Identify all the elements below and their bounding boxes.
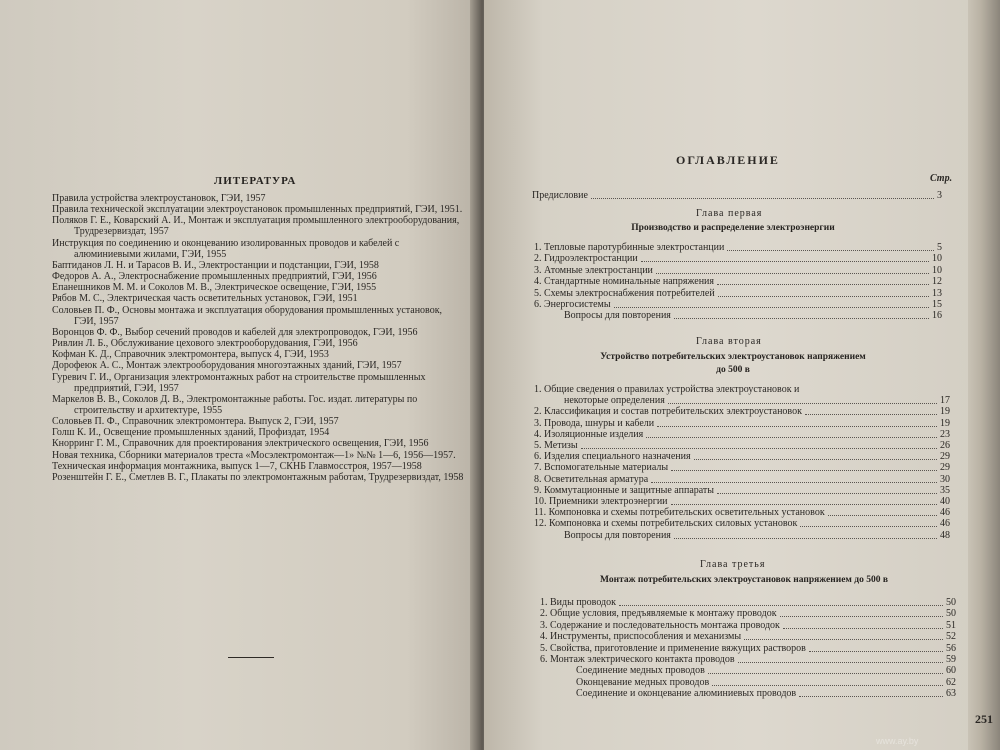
toc-row bbox=[534, 276, 942, 288]
toc-page-number: 10 bbox=[932, 264, 942, 276]
bibliography-title: ЛИТЕРАТУРА bbox=[214, 175, 297, 187]
toc-row bbox=[534, 485, 950, 497]
bibliography-entry: Дорофеюк А. С., Монтаж электрооборудования многоэтажных зданий, ГЭИ, 1957 bbox=[52, 360, 402, 372]
toc-page-number: 35 bbox=[940, 484, 950, 496]
dot-leader bbox=[674, 318, 929, 319]
toc-page-number: 12 bbox=[932, 276, 942, 288]
toc-entry-text: 6. Монтаж электрического контакта проводов bbox=[540, 654, 735, 665]
chapter-heading: Глава вторая bbox=[696, 336, 762, 347]
chapter-title: Устройство потребительских электроустановок напряжением bbox=[600, 352, 866, 362]
toc-page-number: 60 bbox=[946, 665, 956, 677]
toc-row bbox=[564, 530, 950, 542]
toc-entry-text: Предисловие bbox=[532, 190, 588, 201]
toc-row bbox=[534, 507, 950, 519]
bibliography-entry: Воронцов Ф. Ф., Выбор сечений проводов и кабелей для электропроводок, ГЭИ, 1956 bbox=[52, 326, 418, 338]
toc-row bbox=[540, 597, 956, 609]
dot-leader bbox=[614, 307, 929, 308]
toc-row bbox=[534, 496, 950, 508]
page-column-label: Стр. bbox=[930, 173, 953, 184]
bibliography-entry: Кнорринг Г. М., Справочник для проектирования электрического освещения, ГЭИ, 1956 bbox=[52, 438, 429, 450]
toc-row bbox=[540, 654, 956, 666]
toc-entry-text: 3. Провода, шнуры и кабели bbox=[534, 417, 655, 429]
chapter-title: Монтаж потребительских электроустановок напряжением до 500 в bbox=[600, 575, 888, 585]
toc-page-number: 3 bbox=[937, 190, 942, 201]
toc-row bbox=[534, 429, 950, 441]
bibliography-entry: Инструкция по соединению и оконцеванию изолированных проводов и кабелей с алюминиевыми жилами, ГЭИ, 1955 bbox=[52, 237, 400, 260]
toc-page-number: 63 bbox=[946, 688, 956, 700]
chapter-heading: Глава первая bbox=[696, 208, 763, 219]
toc-row bbox=[534, 451, 950, 463]
dot-leader bbox=[656, 273, 929, 274]
dot-leader bbox=[641, 261, 929, 262]
toc-page-number: 59 bbox=[946, 654, 956, 665]
toc-entry-text: 1. Виды проводок bbox=[540, 597, 616, 608]
toc-page-number: 51 bbox=[946, 619, 956, 631]
bibliography-entry: Соловьев П. Ф., Основы монтажа и эксплуатация оборудования промышленных установок, ГЭИ, 1957 bbox=[52, 304, 443, 327]
toc-entry-text: некоторые определения bbox=[564, 395, 665, 407]
toc-entry-text: Оконцевание медных проводов bbox=[576, 676, 710, 688]
bibliography-entry: Федоров А. А., Электроснабжение промышленных предприятий, ГЭИ, 1956 bbox=[52, 271, 377, 283]
toc-row bbox=[534, 242, 942, 254]
toc-row bbox=[534, 440, 950, 452]
bibliography-list bbox=[52, 193, 464, 483]
dot-leader bbox=[799, 696, 943, 697]
dot-leader bbox=[718, 296, 929, 297]
toc-page-number: 48 bbox=[940, 529, 950, 541]
toc-row bbox=[576, 677, 956, 689]
toc-page-number: 50 bbox=[946, 608, 956, 620]
toc-row bbox=[534, 474, 950, 486]
dot-leader bbox=[657, 426, 937, 427]
toc-row bbox=[540, 631, 956, 643]
toc-entry-text: 5. Свойства, приготовление и применение вяжущих растворов bbox=[540, 642, 806, 654]
toc-page-number: 29 bbox=[940, 451, 950, 463]
toc-entry-text: 3. Содержание и последовательность монтажа проводок bbox=[540, 619, 780, 631]
toc-page-number: 29 bbox=[940, 462, 950, 474]
dot-leader bbox=[744, 639, 943, 640]
toc-row bbox=[534, 253, 942, 265]
dot-leader bbox=[738, 662, 943, 663]
toc-entry-text: 3. Атомные электростанции bbox=[534, 264, 653, 276]
toc-entry-text: 1. Общие сведения о правилах устройства электроустановок и bbox=[534, 384, 800, 395]
toc-row bbox=[564, 310, 942, 322]
bibliography-entry: Розенштейн Г. Е., Сметлев В. Г., Плакаты по электромонтажным работам, Трудрезервиздат, 1958 bbox=[52, 471, 464, 483]
toc-page-number: 26 bbox=[940, 440, 950, 451]
bibliography-entry: Гуревич Г. И., Организация электромонтажных работ на строительстве промышленных предприятий, ГЭИ, 1957 bbox=[52, 371, 426, 394]
bibliography-entry: Техническая информация монтажника, выпуск 1—7, СКНБ Главмосстроя, 1957—1958 bbox=[52, 460, 422, 472]
toc-row bbox=[540, 620, 956, 632]
toc-row bbox=[534, 299, 942, 311]
dot-leader bbox=[727, 250, 934, 251]
toc-page-number: 46 bbox=[940, 507, 950, 519]
toc-entry-text: Вопросы для повторения bbox=[564, 529, 671, 541]
toc-row bbox=[534, 288, 942, 300]
toc-row bbox=[576, 665, 956, 677]
dot-leader bbox=[694, 459, 937, 460]
dot-leader bbox=[712, 685, 943, 686]
chapter-title: Производство и распределение электроэнергии bbox=[631, 223, 835, 233]
dot-leader bbox=[674, 538, 937, 539]
toc-row bbox=[534, 406, 950, 418]
toc-entry-text: 11. Компоновка и схемы потребительских осветительных установок bbox=[534, 507, 825, 519]
end-rule bbox=[228, 657, 274, 658]
toc-page-number: 10 bbox=[932, 253, 942, 265]
bibliography-entry: Новая техника, Сборники материалов треста «Мосэлектромонтаж—1» №№ 1—6, 1956—1957. bbox=[52, 449, 456, 461]
dot-leader bbox=[671, 470, 937, 471]
dot-leader bbox=[591, 198, 934, 199]
toc-page-number: 5 bbox=[937, 242, 942, 253]
page-edge bbox=[968, 0, 1000, 750]
toc-row bbox=[564, 395, 950, 407]
toc-page-number: 46 bbox=[940, 518, 950, 530]
toc-entry-text: 12. Компоновка и схемы потребительских силовых установок bbox=[534, 518, 798, 530]
dot-leader bbox=[668, 403, 937, 404]
toc-title: ОГЛАВЛЕНИЕ bbox=[676, 153, 780, 167]
toc-page-number: 62 bbox=[946, 676, 956, 688]
page-number: 251 bbox=[975, 712, 993, 726]
dot-leader bbox=[671, 504, 937, 505]
dot-leader bbox=[805, 414, 937, 415]
dot-leader bbox=[780, 616, 943, 617]
bibliography-entry: Поляков Г. Е., Коварский А. И., Монтаж и эксплуатация промышленного электрооборудования, Трудрезервиздат, 1957 bbox=[52, 215, 460, 238]
toc-entry-text: 8. Осветительная арматура bbox=[534, 473, 649, 485]
toc-entry-text: 6. Изделия специального назначения bbox=[534, 451, 691, 463]
toc-entry-text: Соединение и оконцевание алюминиевых проводов bbox=[576, 688, 797, 700]
toc-entry-text: 4. Изоляционные изделия bbox=[534, 428, 644, 440]
chapter-title: до 500 в bbox=[716, 365, 750, 375]
bibliography-entry: Правила устройства электроустановок, ГЭИ, 1957 bbox=[52, 193, 266, 204]
toc-entry-text: Вопросы для повторения bbox=[564, 310, 671, 322]
toc-row bbox=[540, 643, 956, 655]
toc-entry-text: 10. Приемники электроэнергии bbox=[534, 496, 668, 507]
bibliography-entry: Маркелов В. В., Соколов Д. В., Электромонтажные работы. Гос. издат. литературы по строительству и архитектуре, 1955 bbox=[52, 393, 418, 416]
toc-entry-text: 2. Общие условия, предъявляемые к монтажу проводок bbox=[540, 608, 777, 620]
toc-entry-text: 1. Тепловые паротурбинные электростанции bbox=[534, 242, 725, 253]
bibliography-entry: Соловьев П. Ф., Справочник электромонтера. Выпуск 2, ГЭИ, 1957 bbox=[52, 416, 339, 428]
toc-row bbox=[534, 384, 950, 396]
toc-row bbox=[534, 418, 950, 430]
toc-page-number: 15 bbox=[932, 299, 942, 310]
dot-leader bbox=[651, 482, 937, 483]
bibliography-entry: Правила технической эксплуатации электроустановок промышленных предприятий, ГЭИ, 1951. bbox=[52, 204, 463, 216]
toc-page-number: 30 bbox=[940, 473, 950, 485]
dot-leader bbox=[783, 628, 943, 629]
toc-page-number: 23 bbox=[940, 428, 950, 440]
toc-row bbox=[534, 462, 950, 474]
toc-page-number: 19 bbox=[940, 406, 950, 418]
bibliography-entry: Епанешников М. М. и Соколов М. В., Электрическое освещение, ГЭИ, 1955 bbox=[52, 282, 377, 294]
toc-entry-text: 2. Гидроэлектростанции bbox=[534, 253, 638, 265]
toc-entry-text: 4. Стандартные номинальные напряжения bbox=[534, 276, 714, 288]
bibliography-entry: Ривлин Л. Б., Обслуживание цехового электрооборудования, ГЭИ, 1956 bbox=[52, 338, 358, 350]
toc-entry-text: 9. Коммутационные и защитные аппараты bbox=[534, 484, 715, 496]
toc-entry-text: 5. Схемы электроснабжения потребителей bbox=[534, 287, 715, 299]
dot-leader bbox=[708, 673, 943, 674]
toc-entry-text: 4. Инструменты, приспособления и механизмы bbox=[540, 631, 742, 643]
dot-leader bbox=[828, 515, 937, 516]
dot-leader bbox=[581, 448, 937, 449]
toc-row bbox=[576, 688, 956, 700]
toc-page-number: 16 bbox=[932, 310, 942, 322]
toc-page-number: 50 bbox=[946, 597, 956, 608]
watermark: www.ay.by bbox=[876, 736, 919, 746]
dot-leader bbox=[717, 493, 937, 494]
toc-page-number: 40 bbox=[940, 496, 950, 507]
toc-entry-text: Соединение медных проводов bbox=[576, 665, 705, 677]
toc-entry-text: 7. Вспомогательные материалы bbox=[534, 462, 669, 474]
bibliography-entry: Рябов М. С., Электрическая часть осветительных установок, ГЭИ, 1951 bbox=[52, 293, 358, 305]
dot-leader bbox=[619, 605, 943, 606]
bibliography-entry: Голш К. И., Освещение промышленных зданий, Профиздат, 1954 bbox=[52, 427, 330, 439]
toc-row bbox=[532, 190, 942, 202]
left-page bbox=[0, 0, 478, 750]
toc-entry-text: 2. Классификация и состав потребительских электроустановок bbox=[534, 406, 802, 418]
toc-page-number: 17 bbox=[940, 395, 950, 407]
toc-row bbox=[534, 265, 942, 277]
toc-page-number: 52 bbox=[946, 631, 956, 643]
toc-entry-text: 6. Энергосистемы bbox=[534, 299, 611, 310]
bibliography-entry: Кофман К. Д., Справочник электромонтера, выпуск 4, ГЭИ, 1953 bbox=[52, 349, 329, 361]
toc-row bbox=[534, 518, 950, 530]
toc-entry-text: 5. Метизы bbox=[534, 440, 578, 451]
toc-page-number: 56 bbox=[946, 642, 956, 654]
dot-leader bbox=[809, 651, 943, 652]
toc-page-number: 13 bbox=[932, 287, 942, 299]
toc-row bbox=[540, 608, 956, 620]
toc-page-number: 19 bbox=[940, 417, 950, 429]
chapter-heading: Глава третья bbox=[700, 559, 766, 570]
bibliography-entry: Баптиданов Л. Н. и Тарасов В. И., Электростанции и подстанции, ГЭИ, 1958 bbox=[52, 259, 379, 271]
dot-leader bbox=[717, 284, 929, 285]
dot-leader bbox=[646, 437, 937, 438]
dot-leader bbox=[800, 526, 937, 527]
